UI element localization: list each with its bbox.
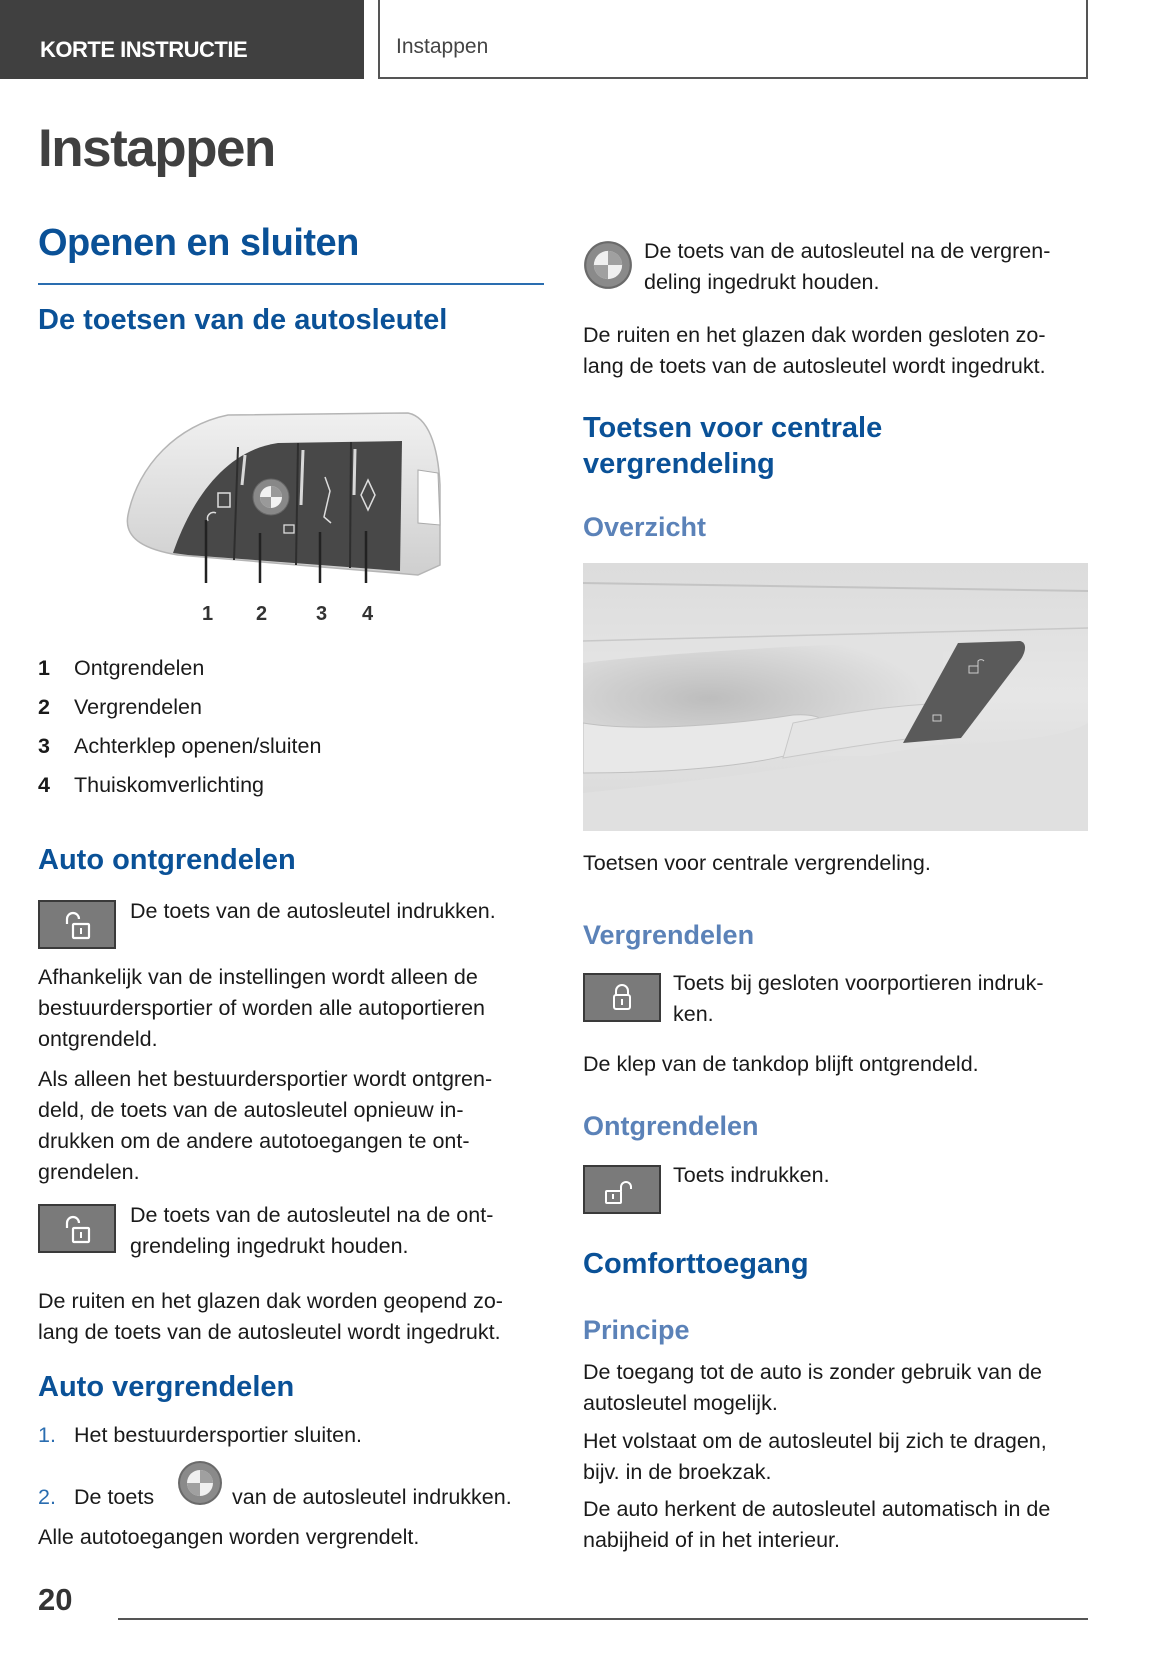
- step-item: 1. Het bestuurdersportier sluiten.: [38, 1423, 363, 1447]
- lock-button-icon: [583, 973, 661, 1022]
- paragraph: Afhankelijk van de instellingen wordt alleen de bestuurdersportier of worden alle autoportieren ontgrendeld.: [38, 965, 485, 1051]
- section-heading-openen: Openen en sluiten: [38, 222, 359, 264]
- paragraph: Het volstaat om de autosleutel bij zich te dragen, bijv. in de broekzak.: [583, 1429, 1047, 1484]
- breadcrumb-box: [378, 0, 1088, 79]
- subheading-lock: Vergrendelen: [583, 920, 755, 950]
- legend-item: 1 Ontgrendelen: [38, 656, 205, 680]
- heading-lock-car: Auto vergrendelen: [38, 1371, 295, 1403]
- breadcrumb: Instappen: [396, 35, 489, 58]
- bmw-logo-icon: [583, 240, 633, 290]
- unlock-button-icon: [38, 1204, 116, 1253]
- footer-rule: [118, 1618, 1088, 1620]
- subheading-unlock: Ontgrendelen: [583, 1111, 759, 1141]
- key-fob-illustration: [118, 405, 458, 600]
- heading-rule: [38, 283, 544, 285]
- section-tab: [0, 0, 364, 79]
- section-label: KORTE INSTRUCTIE: [40, 37, 248, 62]
- paragraph: De toegang tot de auto is zonder gebruik van de autosleutel mogelijk.: [583, 1360, 1042, 1415]
- figure-label-3: 3: [316, 603, 328, 625]
- subheading-principle: Principe: [583, 1315, 690, 1345]
- heading-comfort-access: Comforttoegang: [583, 1248, 809, 1280]
- step-text-after: van de autosleutel indrukken.: [232, 1485, 512, 1509]
- bmw-logo-icon: [177, 1460, 223, 1506]
- paragraph: Alle autotoegangen worden vergrendelt.: [38, 1525, 420, 1549]
- page-number: 20: [38, 1582, 73, 1617]
- paragraph: De auto herkent de autosleutel automatisch in de nabijheid of in het interieur.: [583, 1497, 1051, 1552]
- unlock-button-icon: [38, 900, 116, 949]
- page-title: Instappen: [38, 119, 275, 178]
- step-item: 2. De toets: [38, 1485, 155, 1509]
- paragraph: De ruiten en het glazen dak worden geopend zo- lang de toets van de autosleutel wordt ingedrukt.: [38, 1289, 503, 1344]
- figure-label-2: 2: [256, 603, 268, 625]
- paragraph: De klep van de tankdop blijft ontgrendeld.: [583, 1052, 979, 1076]
- heading-unlock-car: Auto ontgrendelen: [38, 844, 296, 876]
- unlock-hold-text: De toets van de autosleutel na de ont- grendeling ingedrukt houden.: [130, 1203, 494, 1258]
- lock-step-text: Toets bij gesloten voorportieren indruk- ken.: [673, 971, 1044, 1026]
- door-panel-photo: [583, 563, 1088, 831]
- paragraph: Als alleen het bestuurdersportier wordt ontgren- deld, de toets van de autosleutel opnieuw in- drukken om de andere autotoegangen te ont- grendelen.: [38, 1067, 493, 1184]
- legend-item: 3 Achterklep openen/sluiten: [38, 734, 322, 758]
- photo-caption: Toetsen voor centrale vergrendeling.: [583, 851, 931, 875]
- unlock-step-text: Toets indrukken.: [673, 1163, 830, 1187]
- subheading-overview: Overzicht: [583, 512, 707, 542]
- legend-item: 4 Thuiskomverlichting: [38, 773, 264, 797]
- heading-key-buttons: De toetsen van de autosleutel: [38, 304, 448, 336]
- paragraph: De ruiten en het glazen dak worden gesloten zo- lang de toets van de autosleutel wordt ingedrukt.: [583, 323, 1046, 378]
- legend-item: 2 Vergrendelen: [38, 695, 202, 719]
- unlock-step-text: De toets van de autosleutel indrukken.: [130, 899, 496, 923]
- lock-hold-text: De toets van de autosleutel na de vergren- deling ingedrukt houden.: [644, 239, 1051, 294]
- figure-label-1: 1: [202, 603, 214, 625]
- heading-central-locking: Toetsen voor centrale vergrendeling: [583, 412, 883, 480]
- figure-label-4: 4: [362, 603, 374, 625]
- unlock-button-icon: [583, 1165, 661, 1214]
